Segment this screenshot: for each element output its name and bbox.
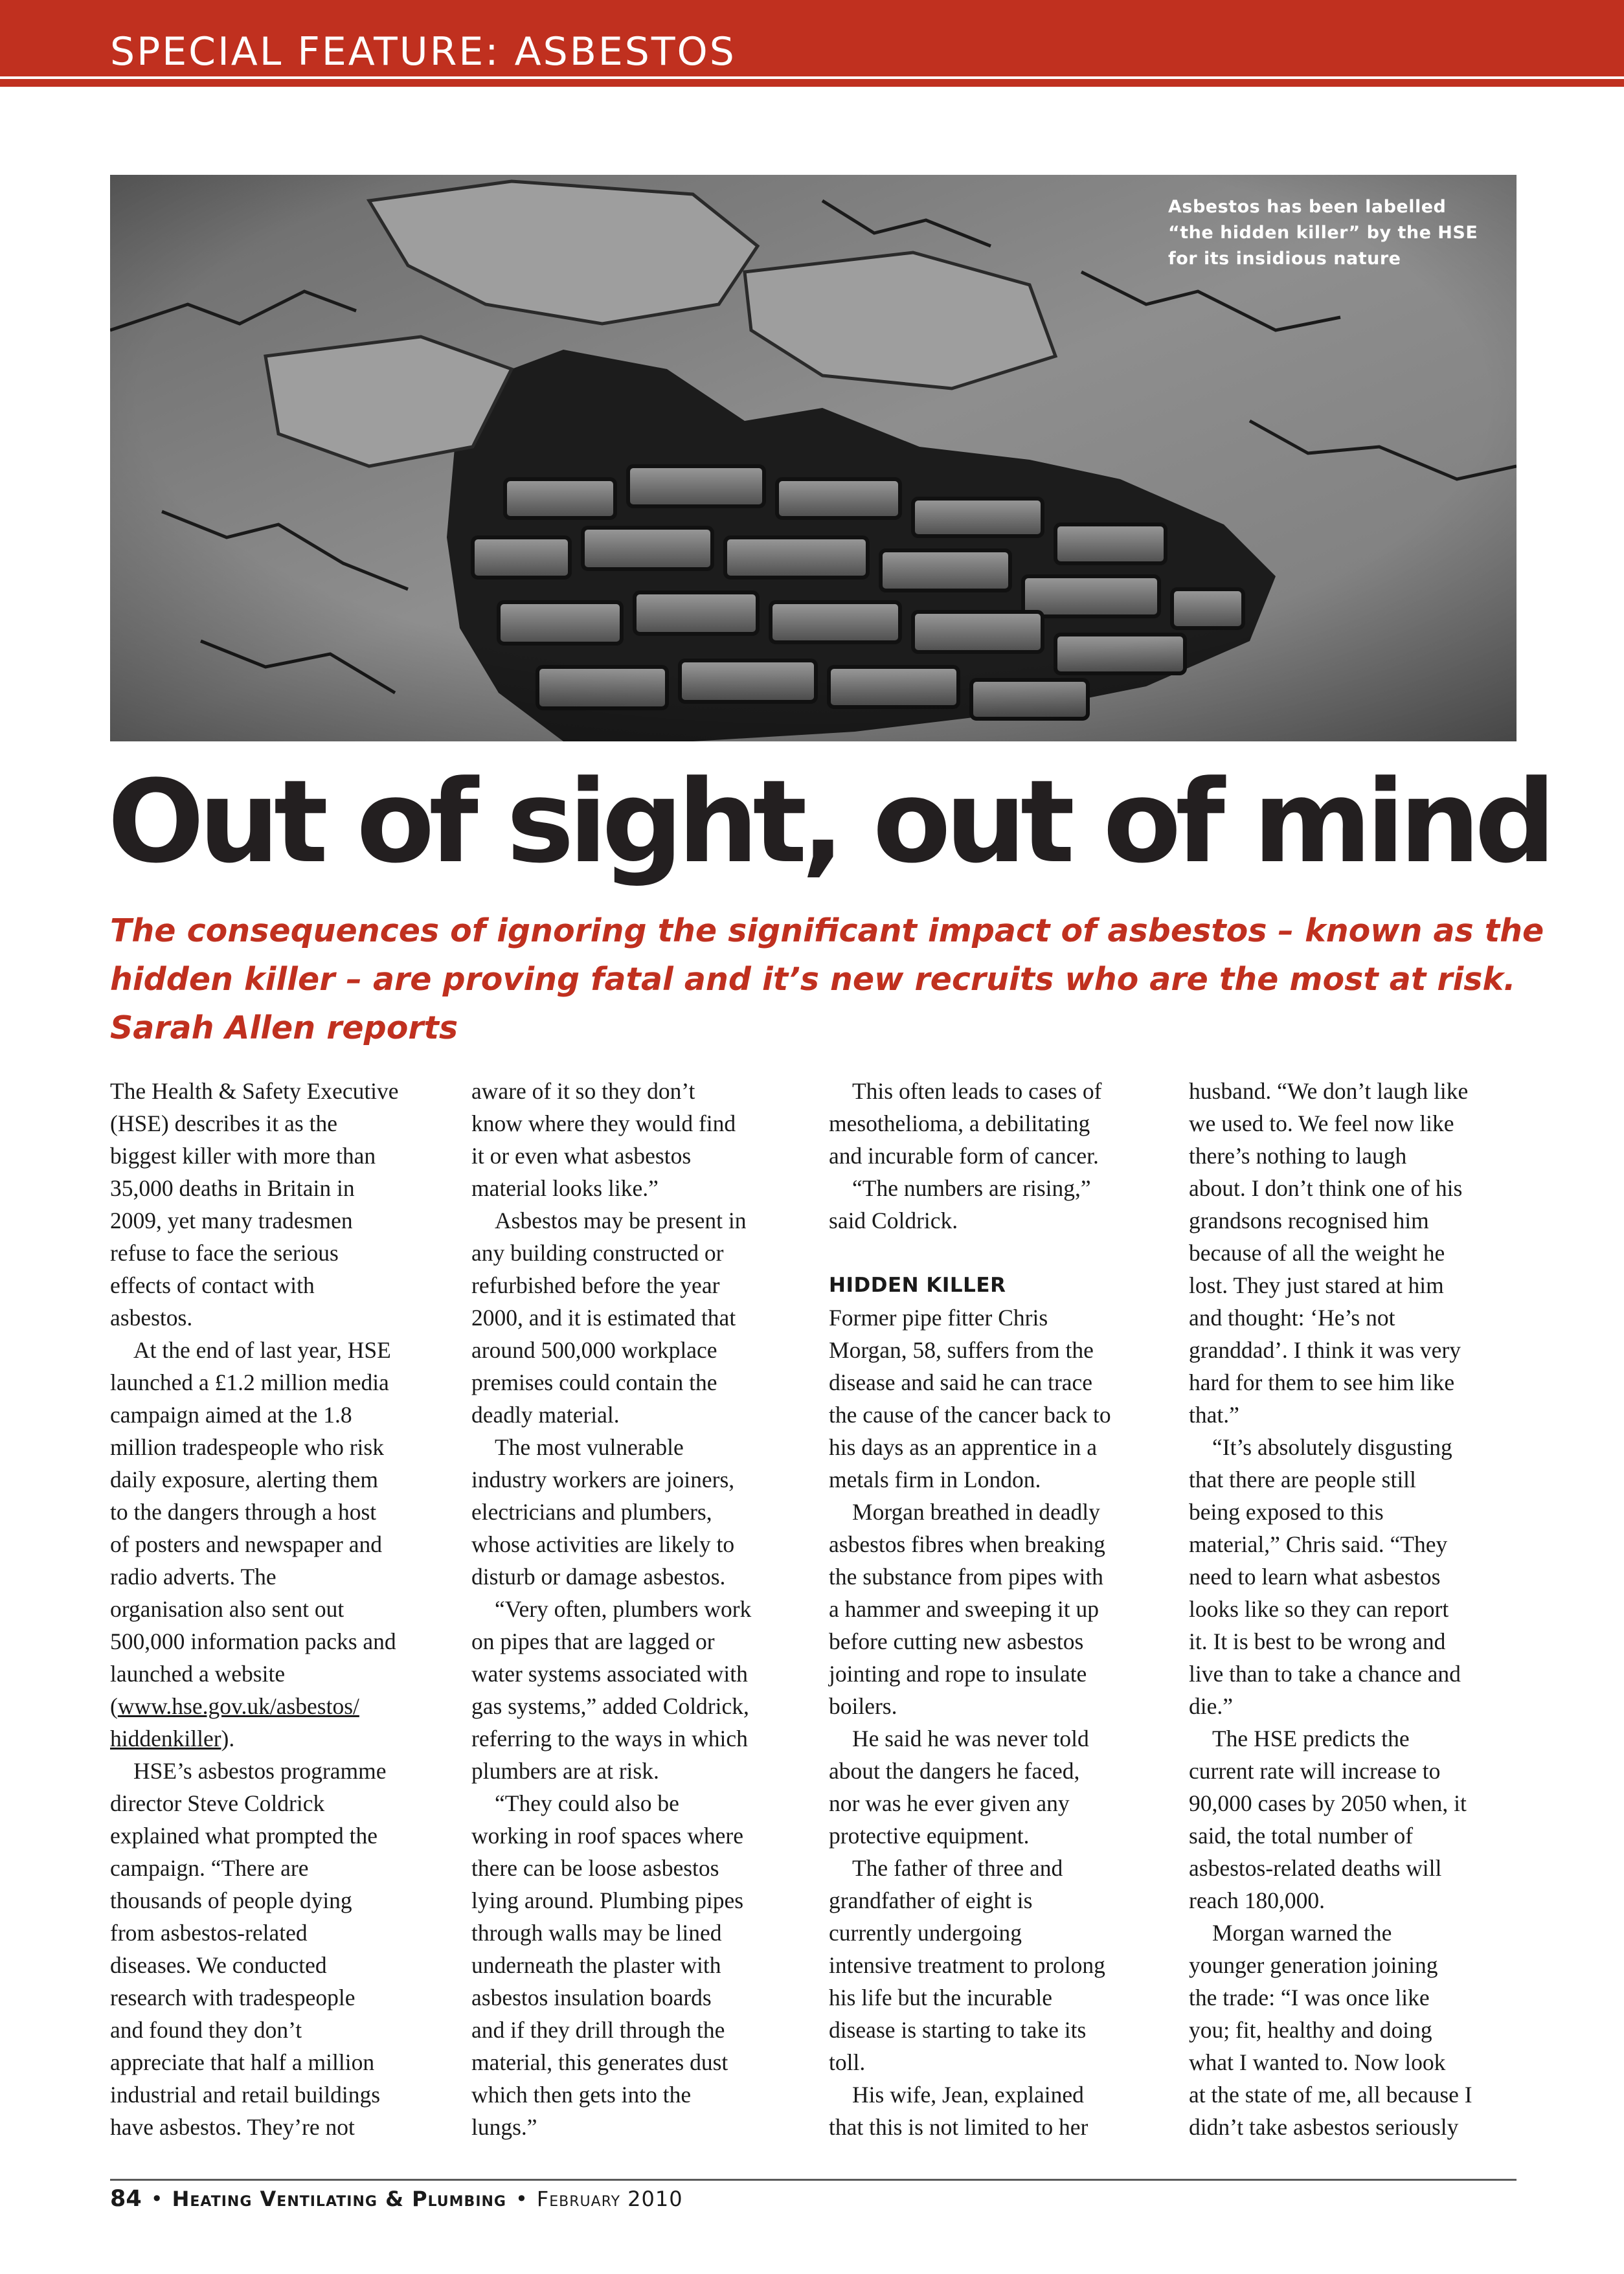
body-line: younger generation joining [1189,1952,1438,1978]
body-line: grandsons recognised him [1189,1208,1429,1233]
body-line: thousands of people dying [110,1887,352,1913]
body-line: gas systems,” added Coldrick, [471,1693,749,1719]
body-line: jointing and rope to insulate [829,1661,1087,1687]
body-line: current rate will increase to [1189,1758,1441,1784]
standfirst-line: Sarah Allen reports [110,1009,458,1046]
body-line: whose activities are likely to [471,1531,735,1557]
body-line: “The numbers are rising,” [852,1175,1091,1201]
body-line: campaign aimed at the 1.8 [110,1402,352,1428]
body-line: refurbished before the year [471,1272,720,1298]
body-line: disturb or damage asbestos. [471,1564,726,1590]
body-line: “They could also be [495,1790,679,1816]
body-line: the cause of the cancer back to [829,1402,1111,1428]
body-line: At the end of last year, HSE [133,1337,391,1363]
body-line: lying around. Plumbing pipes [471,1887,744,1913]
body-line: and found they don’t [110,2017,302,2043]
body-line: “Very often, plumbers work [495,1596,752,1622]
body-line: campaign. “There are [110,1855,309,1881]
body-line: any building constructed or [471,1240,724,1266]
body-line: about. I don’t think one of his [1189,1175,1463,1201]
body-line: on pipes that are lagged or [471,1628,715,1654]
body-line: effects of contact with [110,1272,315,1298]
paragraph-gap [829,1237,1156,1269]
body-column-1 [110,1075,437,2143]
body-line: of posters and newspaper and [110,1531,382,1557]
body-line-url [110,1690,437,1722]
caption-line: Asbestos has been labelled [1168,197,1447,217]
page-footer [110,2186,683,2212]
article-headline: Out of sight, out of mind [107,756,1551,888]
body-line: need to learn what asbestos [1189,1564,1441,1590]
paren-close: ). [221,1726,235,1751]
body-line: we used to. We feel now like [1189,1110,1454,1136]
body-line: biggest killer with more than [110,1143,376,1169]
article-standfirst [110,906,1544,1052]
body-line: The HSE predicts the [1212,1726,1410,1751]
body-line: 90,000 cases by 2050 when, it [1189,1790,1467,1816]
body-line: His wife, Jean, explained [852,2082,1084,2108]
body-line: disease is starting to take its [829,2017,1087,2043]
body-line: asbestos fibres when breaking [829,1531,1105,1557]
body-line: that.” [1189,1402,1239,1428]
body-line: material,” Chris said. “They [1189,1531,1448,1557]
body-line: through walls may be lined [471,1920,722,1946]
body-line: looks like so they can report [1189,1596,1449,1622]
body-line: Morgan warned the [1212,1920,1392,1946]
body-line: the trade: “I was once like [1189,1985,1430,2010]
hse-website-link[interactable]: www.hse.gov.uk/asbestos/ [117,1693,359,1719]
body-line: lost. They just stared at him [1189,1272,1444,1298]
body-line: million tradespeople who risk [110,1434,384,1460]
body-line: industry workers are joiners, [471,1467,735,1492]
body-line: from asbestos-related [110,1920,308,1946]
body-line: plumbers are at risk. [471,1758,659,1784]
body-column-2 [471,1075,798,2143]
body-line: didn’t take asbestos seriously [1189,2114,1459,2140]
body-line: the substance from pipes with [829,1564,1103,1590]
body-line: The father of three and [852,1855,1063,1881]
body-line: daily exposure, alerting them [110,1467,379,1492]
body-line: it. It is best to be wrong and [1189,1628,1446,1654]
body-line: that there are people still [1189,1467,1416,1492]
photo-caption [1168,194,1505,272]
body-line: boilers. [829,1693,897,1719]
body-line: said Coldrick. [829,1208,958,1233]
body-line: explained what prompted the [110,1823,378,1849]
magazine-name: Heating Ventilating & Plumbing [172,2187,506,2211]
hero-photo [110,175,1517,741]
body-line: material, this generates dust [471,2049,728,2075]
body-line: what I wanted to. Now look [1189,2049,1446,2075]
body-line: hard for them to see him like [1189,1369,1455,1395]
body-line: there can be loose asbestos [471,1855,719,1881]
body-line: know where they would find [471,1110,736,1136]
body-line: asbestos insulation boards [471,1985,712,2010]
body-line: Morgan breathed in deadly [852,1499,1100,1525]
body-line: have asbestos. They’re not [110,2114,355,2140]
body-line: you; fit, healthy and doing [1189,2017,1432,2043]
body-line: The Health & Safety Executive [110,1078,399,1104]
body-line: his life but the incurable [829,1985,1053,2010]
body-line: Asbestos may be present in [495,1208,747,1233]
body-line: mesothelioma, a debilitating [829,1110,1090,1136]
body-line: nor was he ever given any [829,1790,1070,1816]
body-line: This often leads to cases of [852,1078,1102,1104]
body-line: before cutting new asbestos [829,1628,1084,1654]
banner-divider [0,76,1624,79]
body-line: his days as an apprentice in a [829,1434,1098,1460]
body-line: refuse to face the serious [110,1240,339,1266]
body-line: working in roof spaces where [471,1823,743,1849]
body-line: organisation also sent out [110,1596,344,1622]
body-line: disease and said he can trace [829,1369,1093,1395]
body-line: aware of it so they don’t [471,1078,695,1104]
body-line: protective equipment. [829,1823,1030,1849]
body-line: about the dangers he faced, [829,1758,1080,1784]
body-line: He said he was never told [852,1726,1089,1751]
body-line: husband. “We don’t laugh like [1189,1078,1469,1104]
section-banner [0,0,1624,87]
body-line: intensive treatment to prolong [829,1952,1105,1978]
page-number: 84 [110,2186,142,2212]
body-line: water systems associated with [471,1661,748,1687]
body-line: live than to take a chance and [1189,1661,1461,1687]
section-label: SPECIAL FEATURE: ASBESTOS [110,29,736,74]
body-line: underneath the plaster with [471,1952,721,1978]
body-line: diseases. We conducted [110,1952,327,1978]
standfirst-line: The consequences of ignoring the significant impact of asbestos – known as the [110,912,1544,949]
hse-website-link-cont[interactable]: hiddenkiller [110,1726,221,1751]
body-line: asbestos. [110,1305,193,1331]
body-line: asbestos-related deaths will [1189,1855,1442,1881]
body-line: (HSE) describes it as the [110,1110,337,1136]
body-line: launched a website [110,1661,286,1687]
body-line: at the state of me, all because I [1189,2082,1472,2108]
body-line: a hammer and sweeping it up [829,1596,1100,1622]
body-line: 2000, and it is estimated that [471,1305,736,1331]
body-line: which then gets into the [471,2082,692,2108]
body-line: metals firm in London. [829,1467,1041,1492]
caption-line: “the hidden killer” by the HSE [1168,223,1478,243]
body-line: to the dangers through a host [110,1499,377,1525]
body-line: around 500,000 workplace [471,1337,717,1363]
body-line: “It’s absolutely disgusting [1212,1434,1452,1460]
body-line: HSE’s asbestos programme [133,1758,387,1784]
body-line: appreciate that half a million [110,2049,375,2075]
body-line: said, the total number of [1189,1823,1414,1849]
body-line: 500,000 information packs and [110,1628,396,1654]
body-line: 2009, yet many tradesmen [110,1208,353,1233]
body-line: 35,000 deaths in Britain in [110,1175,355,1201]
body-line: The most vulnerable [495,1434,684,1460]
body-line: that this is not limited to her [829,2114,1088,2140]
body-line: Former pipe fitter Chris [829,1305,1048,1331]
caption-line: for its insidious nature [1168,249,1401,269]
body-column-3 [829,1075,1156,2143]
body-line: grandfather of eight is [829,1887,1033,1913]
body-line: lungs.” [471,2114,537,2140]
body-line: and incurable form of cancer. [829,1143,1099,1169]
body-line: it or even what asbestos [471,1143,692,1169]
body-line: launched a £1.2 million media [110,1369,389,1395]
subheading-hidden-killer: HIDDEN KILLER [829,1274,1006,1297]
body-line: referring to the ways in which [471,1726,748,1751]
body-line: material looks like.” [471,1175,659,1201]
body-line: director Steve Coldrick [110,1790,325,1816]
footer-bullet: • [515,2187,528,2211]
body-line: deadly material. [471,1402,620,1428]
body-line: currently undergoing [829,1920,1022,1946]
body-line: toll. [829,2049,866,2075]
body-line: radio adverts. The [110,1564,276,1590]
standfirst-line: hidden killer – are proving fatal and it’s new recruits who are the most at risk. [110,961,1516,998]
body-line: electricians and plumbers, [471,1499,712,1525]
footer-divider [110,2179,1517,2181]
body-line: there’s nothing to laugh [1189,1143,1407,1169]
body-line: granddad’. I think it was very [1189,1337,1461,1363]
body-line: and thought: ‘He’s not [1189,1305,1395,1331]
body-line: and if they drill through the [471,2017,725,2043]
body-line: premises could contain the [471,1369,717,1395]
paren-open: ( [110,1693,118,1719]
body-column-4 [1189,1075,1516,2143]
body-line: being exposed to this [1189,1499,1384,1525]
body-line: research with tradespeople [110,1985,355,2010]
footer-bullet: • [150,2187,163,2211]
issue-date: February 2010 [536,2187,683,2211]
body-line-url [110,1722,437,1755]
body-line: because of all the weight he [1189,1240,1445,1266]
body-line: reach 180,000. [1189,1887,1325,1913]
body-line: Morgan, 58, suffers from the [829,1337,1094,1363]
body-line: industrial and retail buildings [110,2082,381,2108]
body-line: die.” [1189,1693,1234,1719]
